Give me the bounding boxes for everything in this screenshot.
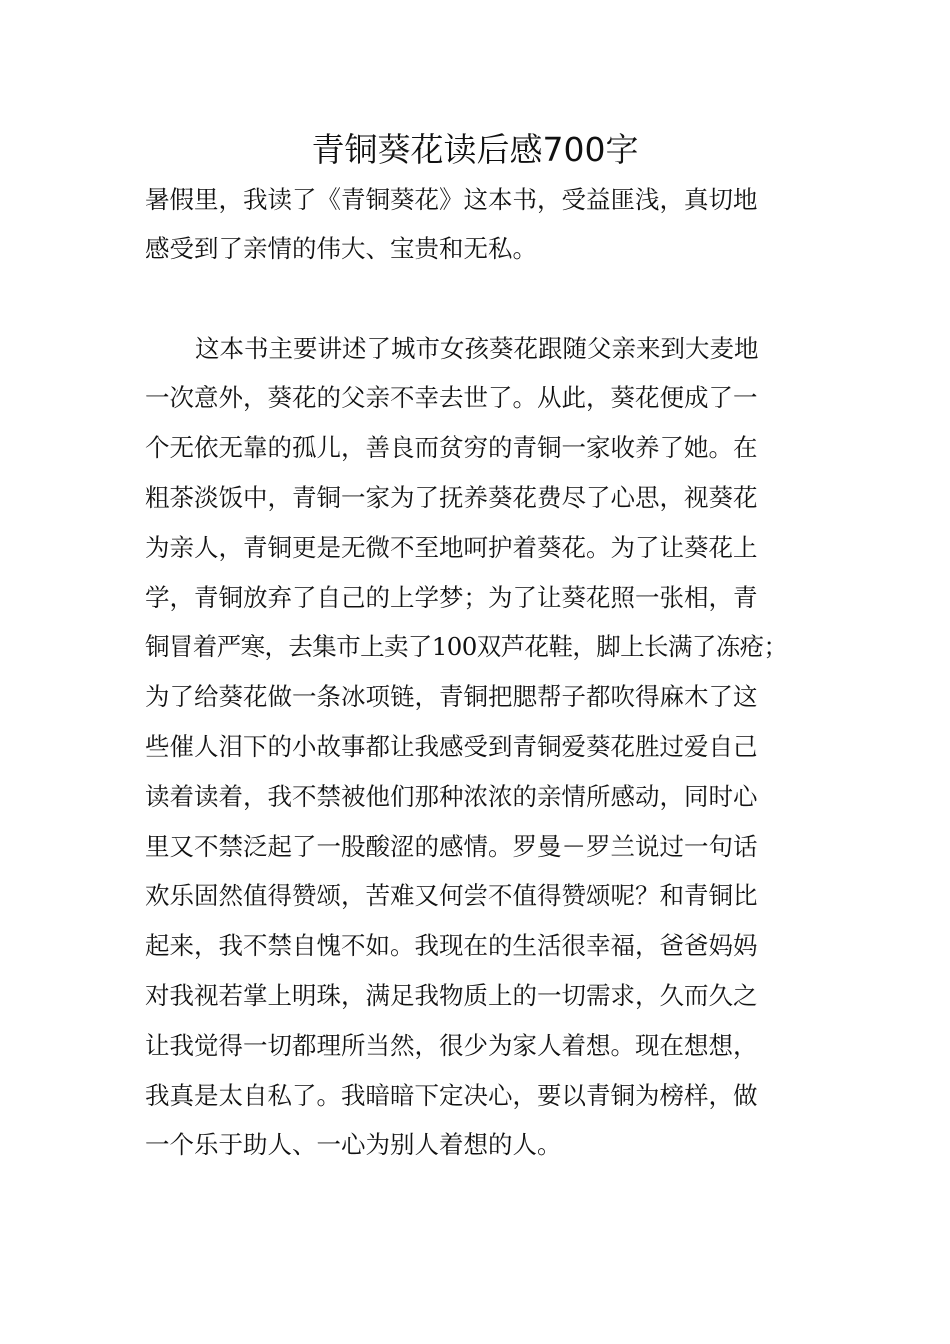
text-line: 为了给葵花做一条冰项链，青铜把腮帮子都吹得麻木了这	[145, 682, 758, 711]
text-line: 一次意外，葵花的父亲不幸去世了。从此，葵花便成了一	[145, 383, 758, 412]
text-line: 我真是太自私了。我暗暗下定决心，要以青铜为榜样，做	[145, 1081, 758, 1110]
text-line: 里又不禁泛起了一股酸涩的感情。罗曼－罗兰说过一句话	[145, 832, 758, 861]
text-line: 感受到了亲情的伟大、宝贵和无私。	[145, 234, 537, 263]
document-title: 青铜葵花读后感700字	[311, 130, 639, 169]
text-line: 一个乐于助人、一心为别人着想的人。	[145, 1130, 562, 1159]
text-line: 读着读着，我不禁被他们那种浓浓的亲情所感动，同时心	[145, 782, 758, 811]
text-line: 暑假里，我读了《青铜葵花》这本书，受益匪浅，真切地	[145, 185, 758, 214]
text-line: 起来，我不禁自愧不如。我现在的生活很幸福，爸爸妈妈	[145, 931, 758, 960]
text-line: 个无依无靠的孤儿，善良而贫穷的青铜一家收养了她。在	[145, 433, 758, 462]
text-line: 欢乐固然值得赞颂，苦难又何尝不值得赞颂呢？和青铜比	[145, 881, 758, 910]
text-line: 对我视若掌上明珠，满足我物质上的一切需求，久而久之	[145, 981, 758, 1010]
text-line: 些催人泪下的小故事都让我感受到青铜爱葵花胜过爱自己	[145, 732, 758, 761]
text-line: 学，青铜放弃了自己的上学梦；为了让葵花照一张相，青	[145, 583, 758, 612]
text-line: 让我觉得一切都理所当然，很少为家人着想。现在想想，	[145, 1031, 758, 1060]
text-line: 粗茶淡饭中，青铜一家为了抚养葵花费尽了心思，视葵花	[145, 483, 758, 512]
text-line: 铜冒着严寒，去集市上卖了100双芦花鞋，脚上长满了冻疮；	[145, 632, 788, 661]
text-line: 这本书主要讲述了城市女孩葵花跟随父亲来到大麦地	[195, 334, 759, 363]
text-line: 为亲人，青铜更是无微不至地呵护着葵花。为了让葵花上	[145, 533, 758, 562]
